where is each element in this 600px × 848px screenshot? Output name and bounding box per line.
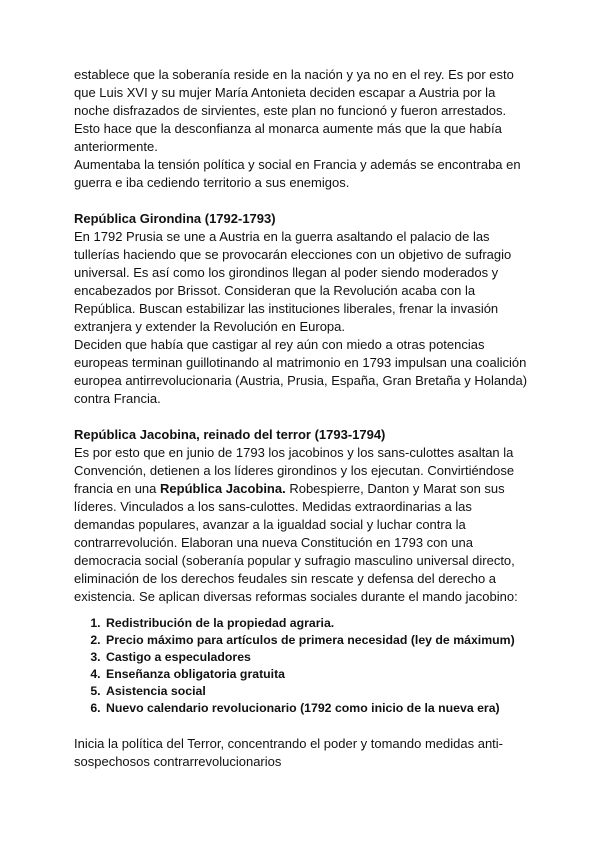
intro-paragraph-2: Aumentaba la tensión política y social en Francia y además se encontraba en guerra e iba cediendo territorio a sus enemigos. bbox=[74, 157, 521, 190]
spacer bbox=[74, 717, 534, 735]
list-item: 3. Castigo a especuladores bbox=[104, 649, 534, 666]
spacer bbox=[74, 408, 534, 426]
jacobina-paragraph-1 bbox=[74, 444, 534, 606]
jacobina-bold-term: República Jacobina. bbox=[160, 481, 286, 496]
list-item: 4. Enseñanza obligatoria gratuita bbox=[104, 666, 534, 683]
girondina-paragraph-1: En 1792 Prusia se une a Austria en la guerra asaltando el palacio de las tullerías haciendo que se provocarán elecciones con un objetivo de sufragio universal. Es así como los girondinos llegan al poder siendo moderados y encabezados por Brissot. Consideran que la Revolución acaba con la República. Buscan estabilizar las instituciones liberales, frenar la invasión extranjera y extender la Revolución en Europa. bbox=[74, 229, 512, 334]
list-item: 2. Precio máximo para artículos de primera necesidad (ley de máximum) bbox=[104, 632, 534, 649]
reforms-list bbox=[74, 615, 534, 717]
section-heading-girondina: República Girondina (1792-1793) bbox=[74, 211, 276, 226]
closing-paragraph: Inicia la política del Terror, concentrando el poder y tomando medidas anti-sospechosos contrarrevolucionarios bbox=[74, 736, 504, 769]
girondina-paragraph-2: Deciden que había que castigar al rey aún con miedo a otras potencias europeas terminan guillotinando al matrimonio en 1793 impulsan una coalición europea antirrevolucionaria (Austria, Prusia, España, Gran Bretaña y Holanda) contra Francia. bbox=[74, 337, 528, 406]
list-item: 1. Redistribución de la propiedad agraria. bbox=[104, 615, 534, 632]
list-item: 6. Nuevo calendario revolucionario (1792 como inicio de la nueva era) bbox=[104, 700, 534, 717]
list-item: 5. Asistencia social bbox=[104, 683, 534, 700]
spacer bbox=[74, 606, 534, 615]
intro-paragraph-1: establece que la soberanía reside en la nación y ya no en el rey. Es por esto que Luis XVI y su mujer María Antonieta deciden escapar a Austria por la noche disfrazados de sirvientes, este plan no funcionó y fueron arrestados. Esto hace que la desconfianza al monarca aumente más que la que había anteriormente. bbox=[74, 67, 514, 154]
document-page bbox=[74, 66, 534, 771]
jacobina-text-after: Robespierre, Danton y Marat son sus líderes. Vinculados a los sans-culottes. Medidas extraordinarias a las demandas populares, avanzar a la igualdad social y luchar contra la contrarrevolución. Elaboran una nueva Constitución en 1793 con una democracia social (soberanía popular y sufragio masculino universal directo, eliminación de los derechos feudales sin rescate y defensa del derecho a existencia. Se aplican diversas reformas sociales durante el mando jacobino: bbox=[74, 481, 518, 604]
spacer bbox=[74, 192, 534, 210]
jacobina-text-before: Es por esto que en junio de 1793 los jacobinos y los sans-culottes asaltan la Convención, detienen a los líderes girondinos y los ejecutan. Convirtiéndose francia en una bbox=[74, 445, 515, 496]
section-heading-jacobina: República Jacobina, reinado del terror (1793-1794) bbox=[74, 427, 386, 442]
